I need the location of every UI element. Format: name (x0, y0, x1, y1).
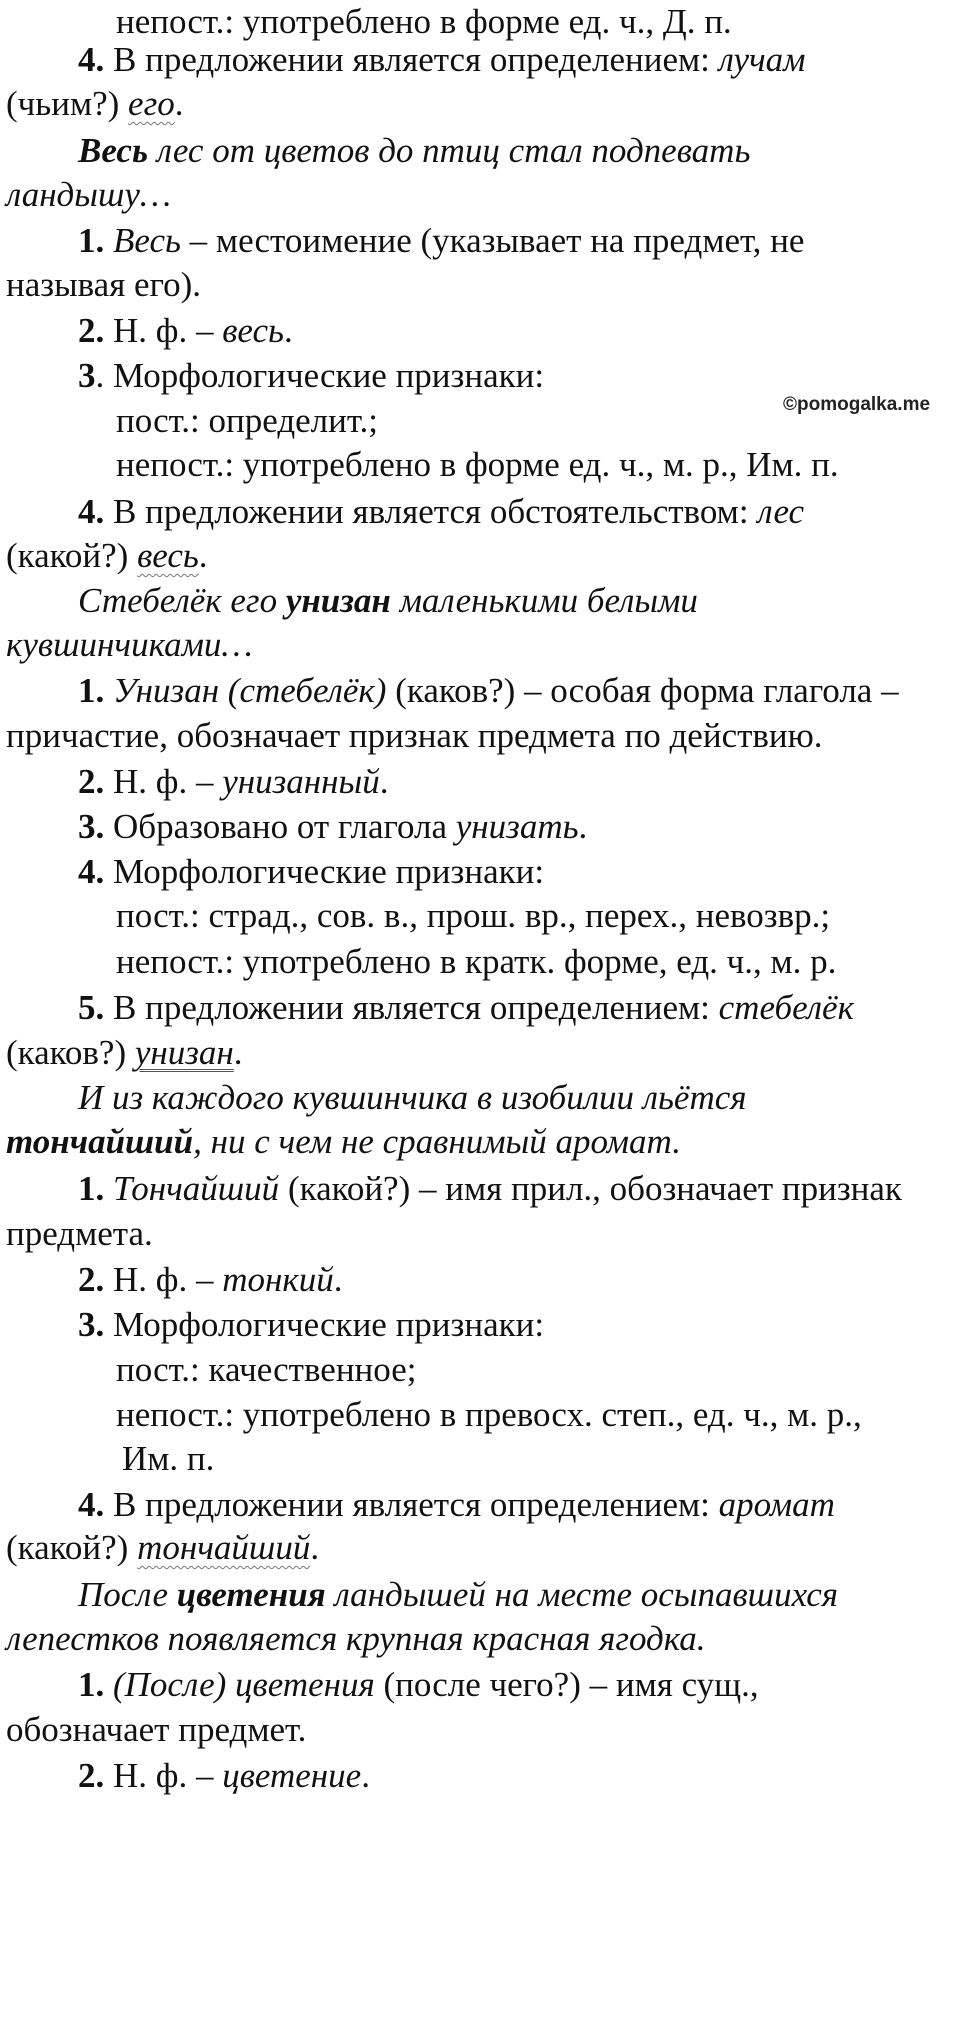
text-run: . (361, 1756, 370, 1795)
text-run: . (283, 311, 293, 350)
text-run (104, 221, 113, 260)
text-run: (какой?) (6, 536, 138, 575)
text-run: весь (137, 536, 199, 575)
text-run: В предложении является определением: (104, 1485, 719, 1524)
text-run: лес от цветов до птиц стал подпевать (147, 131, 751, 170)
text-run: После (78, 1575, 177, 1614)
text-run: тончайший (6, 1122, 194, 1161)
text-run: (какой?) (6, 1528, 138, 1567)
text-run: непост.: употреблено в форме ед. ч., Д. п. (116, 2, 732, 41)
text-run: унизан (134, 1033, 234, 1072)
text-line (6, 173, 171, 217)
text-run: ландышей на месте осыпавшихся (325, 1575, 839, 1614)
text-run: Тончайший (113, 1169, 280, 1208)
text-run: непост.: употреблено в кратк. форме, ед. ч., м. р. (116, 942, 837, 981)
text-line (116, 940, 836, 984)
text-run: И из каждого кувшинчика в изобилии льётся (78, 1078, 747, 1117)
text-run: . (310, 1528, 320, 1567)
text-run: . (198, 536, 208, 575)
text-line (116, 443, 839, 487)
text-run: (после чего?) – имя сущ., (374, 1665, 759, 1704)
text-line (78, 805, 587, 849)
text-run: 3. (78, 807, 105, 846)
text-line (78, 760, 388, 804)
text-run: . (379, 762, 389, 801)
text-run (104, 1169, 113, 1208)
text-run: Им. п. (122, 1439, 215, 1478)
text-run: 3 (78, 356, 96, 395)
text-run (104, 1665, 113, 1704)
text-run: аромат (718, 1485, 835, 1524)
text-run: тонкий (222, 1260, 334, 1299)
text-run: (каков?) – особая форма глагола – (386, 671, 899, 710)
text-run: ландышу… (6, 175, 172, 214)
text-run: унизан (285, 581, 391, 620)
text-line (78, 579, 698, 623)
text-run: унизать (455, 807, 579, 846)
text-run: . (174, 84, 184, 123)
text-run: предмета. (6, 1214, 153, 1253)
text-run: В предложении является обстоятельством: (104, 492, 758, 531)
text-line (6, 1526, 319, 1570)
text-line (78, 1573, 838, 1617)
text-run: . (578, 807, 588, 846)
text-run: . Морфологические признаки: (95, 356, 545, 395)
text-run: 2. (78, 1260, 105, 1299)
text-line (78, 354, 544, 398)
text-run: кувшинчиками… (6, 625, 253, 664)
text-run: В предложении является определением: (104, 40, 719, 79)
text-run: маленькими белыми (390, 581, 698, 620)
text-line (78, 1483, 835, 1527)
text-line (6, 714, 823, 758)
text-line (6, 263, 201, 307)
text-run: В предложении является определением: (104, 988, 719, 1027)
text-run: лепестков появляется крупная красная ягодка. (6, 1619, 706, 1658)
text-run: (каков?) (6, 1033, 135, 1072)
text-line (116, 1348, 416, 1392)
text-run: пост.: определит.; (116, 401, 379, 440)
text-line (78, 850, 544, 894)
text-run: 2. (78, 311, 105, 350)
text-run: тончайший (137, 1528, 311, 1567)
text-line (78, 1303, 544, 1347)
text-line (78, 669, 899, 713)
watermark: ©pomogalka.me (783, 394, 931, 415)
text-run: цветения (176, 1575, 326, 1614)
text-line (78, 38, 806, 82)
text-run: Образовано от глагола (104, 807, 456, 846)
text-line (6, 1212, 153, 1256)
text-line (116, 894, 830, 938)
text-line (78, 1167, 902, 1211)
text-run: лес (757, 492, 805, 531)
text-line (6, 82, 184, 126)
text-run: его (128, 84, 175, 123)
text-run: 4. (78, 852, 105, 891)
text-run: Весь (113, 221, 181, 260)
text-line (116, 399, 378, 443)
text-run: цветение (222, 1756, 362, 1795)
text-line (78, 1754, 370, 1798)
text-line (78, 129, 750, 173)
text-line (122, 1437, 214, 1481)
text-line (78, 1663, 759, 1707)
text-line (116, 1393, 862, 1437)
text-run: 1. (78, 1665, 105, 1704)
text-run: – местоимение (указывает на предмет, не (180, 221, 805, 260)
text-run: 1. (78, 221, 105, 260)
text-run: 1. (78, 671, 105, 710)
text-run: Стебелёк его (78, 581, 286, 620)
text-line (6, 1120, 681, 1164)
text-run: 4. (78, 492, 105, 531)
text-run: весь (222, 311, 284, 350)
text-line (78, 490, 804, 534)
text-line (6, 1708, 306, 1752)
text-run: Унизан (стебелёк) (113, 671, 387, 710)
text-run: называя его). (6, 265, 201, 304)
text-line (78, 986, 854, 1030)
text-line (78, 309, 293, 353)
text-run: Н. ф. – (104, 762, 223, 801)
text-line (6, 1031, 243, 1075)
text-run: Морфологические признаки: (104, 1305, 545, 1344)
text-run: Морфологические признаки: (104, 852, 545, 891)
text-line (6, 534, 208, 578)
text-run: пост.: страд., сов. в., прош. вр., перех., невозвр.; (116, 896, 831, 935)
text-run: 4. (78, 1485, 105, 1524)
text-run: причастие, обозначает признак предмета по действию. (6, 716, 823, 755)
text-run: 2. (78, 762, 105, 801)
text-run: (какой?) – имя прил., обозначает признак (279, 1169, 902, 1208)
text-run: Весь (78, 131, 148, 170)
text-run: 4. (78, 40, 105, 79)
text-run: (После) цветения (113, 1665, 375, 1704)
text-run: (чьим?) (6, 84, 129, 123)
text-run: унизанный (222, 762, 380, 801)
text-line (6, 623, 253, 667)
text-line (6, 1617, 706, 1661)
text-run: , ни с чем не сравнимый аромат. (193, 1122, 681, 1161)
text-run: Н. ф. – (104, 311, 223, 350)
text-run: 2. (78, 1756, 105, 1795)
text-run: Н. ф. – (104, 1260, 223, 1299)
text-run: лучам (718, 40, 806, 79)
text-run: 1. (78, 1169, 105, 1208)
text-run: стебелёк (718, 988, 854, 1027)
text-run: непост.: употреблено в превосх. степ., ед. ч., м. р., (116, 1395, 862, 1434)
text-run: пост.: качественное; (116, 1350, 417, 1389)
text-run: непост.: употреблено в форме ед. ч., м. р., Им. п. (116, 445, 839, 484)
text-line (78, 1076, 747, 1120)
text-run: . (333, 1260, 343, 1299)
text-run (104, 671, 113, 710)
text-line (78, 219, 804, 263)
text-run: . (233, 1033, 243, 1072)
text-run: 3. (78, 1305, 105, 1344)
text-run: 5. (78, 988, 105, 1027)
text-run: Н. ф. – (104, 1756, 223, 1795)
text-line (78, 1258, 342, 1302)
text-run: обозначает предмет. (6, 1710, 307, 1749)
